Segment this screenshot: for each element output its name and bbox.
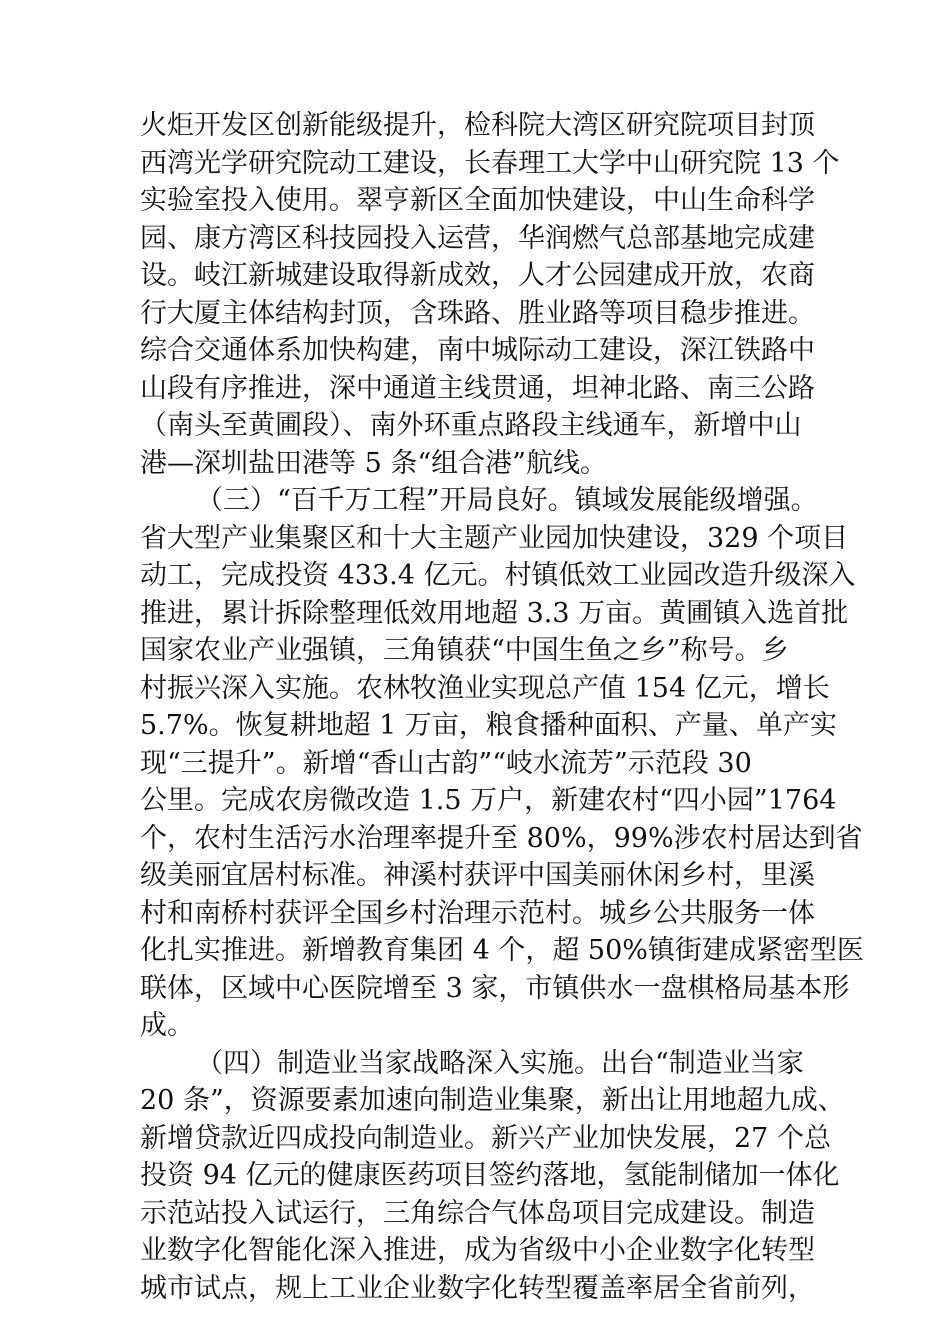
section-heading-line: （四）制造业当家战略深入实施。出台“制造业当家	[196, 1047, 804, 1079]
text-line: 西湾光学研究院动工建设，长春理工大学中山研究院 13 个	[140, 147, 840, 179]
body-text	[140, 107, 864, 1307]
text-line: 国家农业产业强镇，三角镇获“中国生鱼之乡”称号。乡	[140, 635, 789, 666]
paragraph-section-four	[140, 1045, 845, 1308]
text-line: 化扎实推进。新增教育集团 4 个，超 50%镇街建成紧密型医	[140, 935, 864, 966]
text-line: 行大厦主体结构封顶，含珠路、胜业路等项目稳步推进。	[140, 297, 815, 329]
text-line: 成。	[140, 1010, 194, 1041]
text-line: 设。岐江新城建设取得新成效，人才公园建成开放，农商	[140, 260, 815, 291]
text-line: 个，农村生活污水治理率提升至 80%，99%涉农村居达到省	[140, 822, 863, 854]
text-line: 港—深圳盐田港等 5 条“组合港”航线。	[140, 447, 607, 479]
text-line: 20 条”，资源要素加速向制造业集聚，新出让用地超九成、	[140, 1085, 845, 1116]
text-line: 火炬开发区创新能级提升，检科院大湾区研究院项目封顶	[140, 110, 815, 141]
paragraph-section-three	[140, 482, 864, 1045]
text-line: 公里。完成农房微改造 1.5 万户，新建农村“四小园”1764	[140, 785, 837, 816]
text-line: 动工，完成投资 433.4 亿元。村镇低效工业园改造升级深入	[140, 560, 856, 591]
text-line: 实验室投入使用。翠亨新区全面加快建设，中山生命科学	[140, 185, 815, 216]
text-line: 城市试点，规上工业企业数字化转型覆盖率居全省前列，	[140, 1272, 815, 1304]
text-line: 园、康方湾区科技园投入运营，华润燃气总部基地完成建	[140, 222, 815, 254]
text-line: 示范站投入试运行，三角综合气体岛项目完成建设。制造	[140, 1197, 815, 1229]
text-line: 新增贷款近四成投向制造业。新兴产业加快发展，27 个总	[140, 1122, 831, 1154]
text-line: 投资 94 亿元的健康医药项目签约落地，氢能制储加一体化	[140, 1160, 840, 1191]
text-line: 现“三提升”。新增“香山古韵”“岐水流芳”示范段 30	[140, 747, 752, 779]
text-line: 省大型产业集聚区和十大主题产业园加快建设，329 个项目	[140, 522, 849, 554]
text-line: 村振兴深入实施。农林牧渔业实现总产值 154 亿元，增长	[140, 672, 830, 704]
text-line: 级美丽宜居村标准。神溪村获评中国美丽休闲乡村，里溪	[140, 860, 815, 891]
text-line: 综合交通体系加快构建，南中城际动工建设，深江铁路中	[140, 335, 815, 366]
text-line: 业数字化智能化深入推进，成为省级中小企业数字化转型	[140, 1235, 815, 1266]
section-heading-line: （三）“百千万工程”开局良好。镇域发展能级增强。	[196, 485, 818, 516]
text-line: 5.7%。恢复耕地超 1 万亩，粮食播种面积、产量、单产实	[140, 710, 837, 741]
text-line: （南头至黄圃段）、南外环重点路段主线通车，新增中山	[140, 410, 802, 441]
paragraph-transport-innovation	[140, 107, 840, 482]
text-line: 联体，区域中心医院增至 3 家，市镇供水一盘棋格局基本形	[140, 972, 850, 1004]
text-line: 村和南桥村获评全国乡村治理示范村。城乡公共服务一体	[140, 897, 815, 929]
text-line: 山段有序推进，深中通道主线贯通，坦神北路、南三公路	[140, 372, 815, 404]
text-line: 推进，累计拆除整理低效用地超 3.3 万亩。黄圃镇入选首批	[140, 597, 849, 629]
